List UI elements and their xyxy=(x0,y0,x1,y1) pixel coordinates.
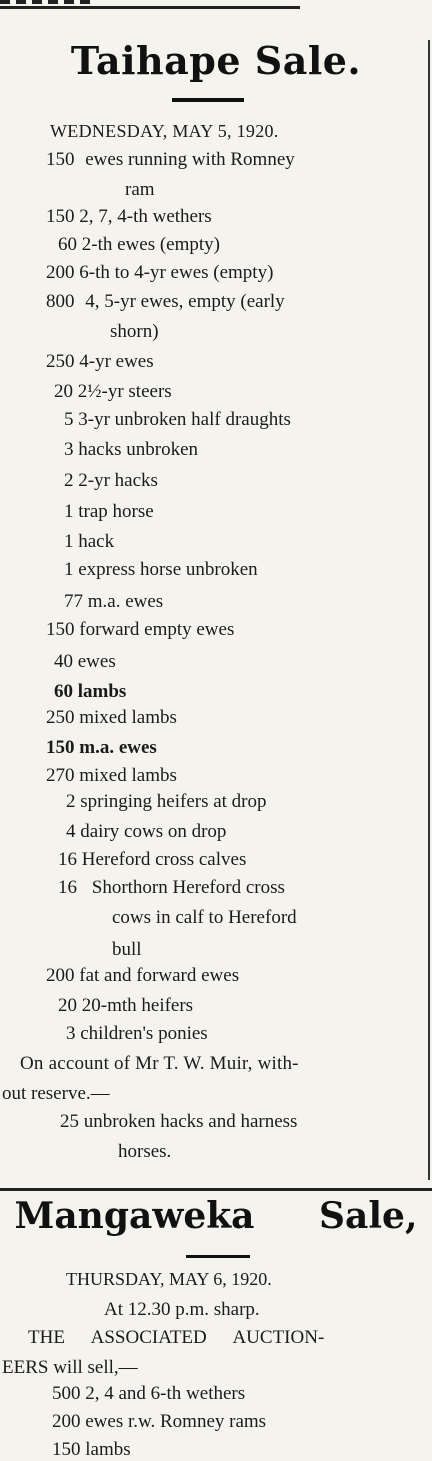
list-item: 1 express horse unbroken xyxy=(64,559,258,580)
list-item: 77 m.a. ewes xyxy=(64,591,164,612)
account-line: out reserve.— xyxy=(2,1083,110,1104)
sale2-intro: EERS will sell,— xyxy=(2,1357,138,1378)
list-item: 500 2, 4 and 6-th wethers xyxy=(52,1383,246,1404)
list-item: cows in calf to Hereford xyxy=(112,907,297,928)
top-rule xyxy=(0,0,300,9)
list-item: 3 children's ponies xyxy=(66,1023,208,1044)
list-item: 1 hack xyxy=(64,531,115,552)
list-item: 150 lambs xyxy=(52,1439,131,1460)
list-item: 150 forward empty ewes xyxy=(46,619,235,640)
list-item: bull xyxy=(112,939,142,960)
sale1-title-dash xyxy=(172,98,244,102)
list-item: 2 springing heifers at drop xyxy=(66,791,267,812)
list-item: 200 fat and forward ewes xyxy=(46,965,240,986)
account-line: On account of Mr T. W. Muir, with- xyxy=(20,1053,299,1074)
list-item: horses. xyxy=(118,1141,172,1162)
list-item: 200 6-th to 4-yr ewes (empty) xyxy=(46,262,274,283)
list-item: 4 dairy cows on drop xyxy=(66,821,227,842)
list-item: ram xyxy=(125,179,155,200)
list-item: 150 2, 7, 4-th wethers xyxy=(46,206,212,227)
list-item: 3 hacks unbroken xyxy=(64,439,199,460)
list-item: 25 unbroken hacks and harness xyxy=(60,1111,298,1132)
list-item: 2 2-yr hacks xyxy=(64,470,158,491)
list-item: 250 mixed lambs xyxy=(46,707,177,728)
list-item: 270 mixed lambs xyxy=(46,765,177,786)
list-item: 200 ewes r.w. Romney rams xyxy=(52,1411,267,1432)
list-item: shorn) xyxy=(110,321,159,342)
list-item: 40 ewes xyxy=(54,651,116,672)
list-item: 150 ewes running with Romney xyxy=(46,149,295,170)
column-edge-rule xyxy=(428,40,430,1180)
sale2-time: At 12.30 p.m. sharp. xyxy=(104,1299,260,1320)
list-item: 60 lambs xyxy=(54,681,127,702)
list-item: 250 4-yr ewes xyxy=(46,351,154,372)
section-separator xyxy=(0,1188,432,1191)
list-item: 800 4, 5-yr ewes, empty (early xyxy=(46,291,285,312)
sale2-date: THURSDAY, MAY 6, 1920. xyxy=(66,1269,272,1289)
list-item: 20 2½-yr steers xyxy=(54,381,172,402)
sale2-intro: THE ASSOCIATED AUCTION- xyxy=(28,1327,325,1348)
sale1-title: Taihape Sale. xyxy=(70,38,362,83)
list-item: 16 Shorthorn Hereford cross xyxy=(58,877,285,898)
sale2-title: Mangaweka Sale, xyxy=(14,1195,418,1237)
list-item: 60 2-th ewes (empty) xyxy=(58,234,220,255)
list-item: 20 20-mth heifers xyxy=(58,995,194,1016)
sale2-title-dash xyxy=(186,1255,250,1258)
list-item: 1 trap horse xyxy=(64,501,154,522)
list-item: 16 Hereford cross calves xyxy=(58,849,247,870)
sale1-date: WEDNESDAY, MAY 5, 1920. xyxy=(50,121,279,141)
list-item: 150 m.a. ewes xyxy=(46,737,157,758)
list-item: 5 3-yr unbroken half draughts xyxy=(64,409,291,430)
